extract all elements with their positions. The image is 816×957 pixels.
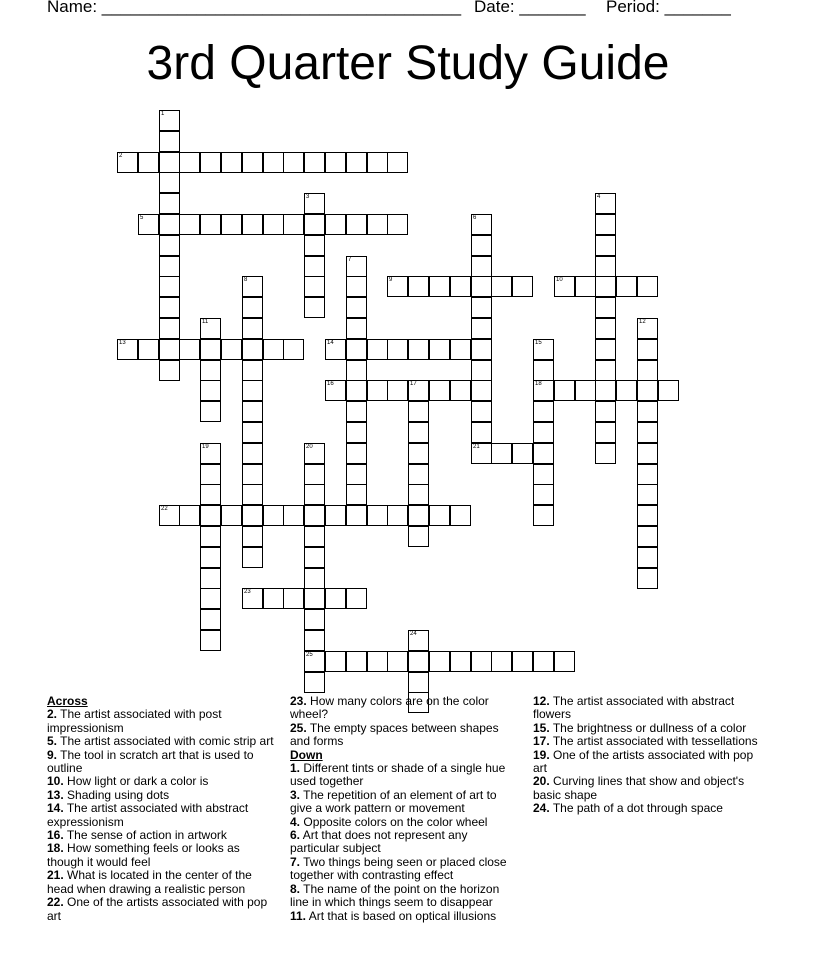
crossword-cell[interactable] — [200, 380, 221, 401]
clue-number: 6 — [473, 215, 477, 221]
clue-down-1: 1. Different tints or shade of a single hue used together — [290, 761, 506, 789]
clue-number: 14 — [327, 340, 334, 346]
clue-down-15: 15. The brightness or dullness of a color — [533, 720, 747, 735]
crossword-cell[interactable] — [242, 360, 263, 381]
crossword-cell[interactable] — [159, 214, 180, 235]
crossword-cell[interactable] — [637, 422, 658, 443]
crossword-cell[interactable] — [304, 152, 325, 173]
crossword-cell[interactable] — [367, 505, 388, 526]
crossword-cell[interactable] — [242, 339, 263, 360]
crossword-cell[interactable] — [200, 568, 221, 589]
crossword-cell[interactable] — [637, 360, 658, 381]
crossword-cell[interactable] — [554, 651, 575, 672]
crossword-cell[interactable] — [595, 422, 616, 443]
crossword-cell[interactable] — [408, 484, 429, 505]
crossword-cell[interactable] — [408, 630, 429, 651]
crossword-cell[interactable] — [200, 505, 221, 526]
clue-number: 21 — [473, 444, 480, 450]
crossword-cell[interactable] — [595, 443, 616, 464]
crossword-cell[interactable] — [575, 380, 596, 401]
crossword-cell[interactable] — [408, 672, 429, 693]
crossword-cell[interactable] — [304, 443, 325, 464]
crossword-cell[interactable] — [242, 297, 263, 318]
crossword-cell[interactable] — [346, 505, 367, 526]
crossword-cell[interactable] — [263, 214, 284, 235]
crossword-cell[interactable] — [346, 651, 367, 672]
clue-down-6: 6. Art that does not represent any particular subject — [290, 828, 468, 856]
clue-down-11: 11. Art that is based on optical illusions — [290, 908, 497, 923]
clue-number: 1 — [161, 111, 165, 117]
crossword-cell[interactable] — [346, 256, 367, 277]
crossword-cell[interactable] — [387, 152, 408, 173]
clue-number: 3 — [306, 194, 310, 200]
crossword-cell[interactable] — [616, 380, 637, 401]
crossword-cell[interactable] — [304, 547, 325, 568]
crossword-cell[interactable] — [367, 152, 388, 173]
crossword-cell[interactable] — [179, 339, 200, 360]
crossword-cell[interactable] — [304, 588, 325, 609]
clue-down-24: 24. The path of a dot through space — [533, 801, 723, 816]
crossword-cell[interactable] — [450, 505, 471, 526]
clue-number: 25 — [306, 652, 313, 658]
crossword-cell[interactable] — [304, 276, 325, 297]
crossword-cell[interactable] — [367, 339, 388, 360]
crossword-cell[interactable] — [200, 339, 221, 360]
clue-down-8: 8. The name of the point on the horizon line in which things seem to disappear — [290, 881, 500, 910]
crossword-cell[interactable] — [325, 152, 346, 173]
clue-across-14: 14. The artist associated with abstract expressionism — [47, 801, 249, 829]
crossword-cell[interactable] — [346, 152, 367, 173]
crossword-cell[interactable] — [242, 276, 263, 297]
crossword-cell[interactable] — [304, 609, 325, 630]
clue-number: 12 — [639, 319, 646, 325]
crossword-cell[interactable] — [637, 380, 658, 401]
crossword-cell[interactable] — [242, 422, 263, 443]
crossword-cell[interactable] — [471, 380, 492, 401]
crossword-cell[interactable] — [471, 214, 492, 235]
crossword-cell[interactable] — [346, 297, 367, 318]
clue-number: 20 — [306, 444, 313, 450]
crossword-cell[interactable] — [429, 276, 450, 297]
crossword-cell[interactable] — [179, 505, 200, 526]
clue-number: 17 — [410, 381, 417, 387]
crossword-cell[interactable] — [533, 360, 554, 381]
across-heading: Across — [47, 694, 88, 708]
clue-number: 9 — [389, 277, 393, 283]
crossword-cell[interactable] — [533, 651, 554, 672]
crossword-cell[interactable] — [179, 214, 200, 235]
crossword-cell[interactable] — [159, 235, 180, 256]
crossword-cell[interactable] — [159, 505, 180, 526]
crossword-cell[interactable] — [138, 339, 159, 360]
clue-across-21: 21. What is located in the center of the head when drawing a realistic person — [47, 868, 252, 896]
crossword-cell[interactable] — [471, 318, 492, 339]
crossword-cell[interactable] — [387, 380, 408, 401]
crossword-cell[interactable] — [637, 464, 658, 485]
crossword-cell[interactable] — [304, 651, 325, 672]
crossword-cell[interactable] — [408, 464, 429, 485]
crossword-cell[interactable] — [512, 443, 533, 464]
clue-number: 19 — [202, 444, 209, 450]
crossword-cell[interactable] — [325, 214, 346, 235]
crossword-cell[interactable] — [200, 360, 221, 381]
crossword-cell[interactable] — [346, 276, 367, 297]
crossword-cell[interactable] — [408, 276, 429, 297]
crossword-cell[interactable] — [346, 422, 367, 443]
crossword-cell[interactable] — [304, 672, 325, 693]
crossword-cell[interactable] — [450, 380, 471, 401]
crossword-cell[interactable] — [346, 380, 367, 401]
crossword-cell[interactable] — [283, 588, 304, 609]
crossword-cell[interactable] — [533, 401, 554, 422]
crossword-cell[interactable] — [429, 651, 450, 672]
crossword-cell[interactable] — [491, 276, 512, 297]
crossword-cell[interactable] — [471, 235, 492, 256]
crossword-cell[interactable] — [408, 380, 429, 401]
crossword-cell[interactable] — [304, 630, 325, 651]
crossword-cell[interactable] — [491, 651, 512, 672]
clue-number: 15 — [535, 340, 542, 346]
crossword-cell[interactable] — [471, 256, 492, 277]
crossword-cell[interactable] — [346, 360, 367, 381]
crossword-cell[interactable] — [159, 318, 180, 339]
clue-number: 4 — [597, 194, 601, 200]
crossword-cell[interactable] — [242, 152, 263, 173]
clue-down-20: 20. Curving lines that show and object's basic shape — [533, 774, 745, 802]
crossword-cell[interactable] — [491, 443, 512, 464]
crossword-cell[interactable] — [242, 588, 263, 609]
crossword-cell[interactable] — [325, 339, 346, 360]
crossword-cell[interactable] — [387, 339, 408, 360]
clue-across-18: 18. How something feels or looks as though it would feel — [47, 841, 240, 869]
crossword-cell[interactable] — [200, 214, 221, 235]
crossword-cell[interactable] — [471, 276, 492, 297]
crossword-cell[interactable] — [159, 193, 180, 214]
crossword-cell[interactable] — [637, 443, 658, 464]
crossword-cell[interactable] — [346, 464, 367, 485]
crossword-cell[interactable] — [304, 256, 325, 277]
crossword-cell[interactable] — [263, 152, 284, 173]
crossword-cell[interactable] — [304, 297, 325, 318]
crossword-cell[interactable] — [367, 651, 388, 672]
clue-across-2: 2. The artist associated with post impressionism — [47, 707, 222, 735]
crossword-cell[interactable] — [304, 484, 325, 505]
crossword-cell[interactable] — [221, 339, 242, 360]
crossword-cell[interactable] — [595, 276, 616, 297]
page-title: 3rd Quarter Study Guide — [146, 37, 670, 90]
crossword-cell[interactable] — [138, 152, 159, 173]
crossword-cell[interactable] — [283, 505, 304, 526]
crossword-cell[interactable] — [450, 276, 471, 297]
crossword-cell[interactable] — [429, 380, 450, 401]
crossword-cell[interactable] — [242, 484, 263, 505]
clue-column-3 — [533, 695, 763, 816]
crossword-cell[interactable] — [533, 484, 554, 505]
crossword-cell[interactable] — [408, 526, 429, 547]
clue-down-17: 17. The artist associated with tessellations — [533, 734, 758, 749]
clue-across-10: 10. How light or dark a color is — [47, 774, 209, 789]
crossword-cell[interactable] — [387, 276, 408, 297]
crossword-cell[interactable] — [471, 360, 492, 381]
crossword-cell[interactable] — [304, 526, 325, 547]
crossword-cell[interactable] — [200, 443, 221, 464]
crossword-cell[interactable] — [533, 422, 554, 443]
crossword-cell[interactable] — [346, 214, 367, 235]
crossword-cell[interactable] — [304, 505, 325, 526]
crossword-cell[interactable] — [637, 484, 658, 505]
crossword-cell[interactable] — [346, 588, 367, 609]
crossword-cell[interactable] — [200, 484, 221, 505]
crossword-cell[interactable] — [595, 297, 616, 318]
crossword-cell[interactable] — [575, 276, 596, 297]
crossword-cell[interactable] — [367, 380, 388, 401]
crossword-cell[interactable] — [263, 588, 284, 609]
crossword-cell[interactable] — [283, 152, 304, 173]
crossword-cell[interactable] — [242, 401, 263, 422]
crossword-cell[interactable] — [637, 505, 658, 526]
crossword-cell[interactable] — [595, 256, 616, 277]
crossword-cell[interactable] — [346, 484, 367, 505]
crossword-cell[interactable] — [242, 505, 263, 526]
clue-column-2 — [290, 695, 520, 923]
crossword-cell[interactable] — [200, 464, 221, 485]
clue-number: 22 — [161, 506, 168, 512]
crossword-cell[interactable] — [200, 318, 221, 339]
clue-number: 24 — [410, 631, 417, 637]
crossword-cell[interactable] — [595, 339, 616, 360]
crossword-cell[interactable] — [471, 422, 492, 443]
crossword-cell[interactable] — [304, 235, 325, 256]
clue-number: 5 — [140, 215, 144, 221]
crossword-cell[interactable] — [242, 214, 263, 235]
crossword-cell[interactable] — [263, 339, 284, 360]
crossword-cell[interactable] — [595, 214, 616, 235]
crossword-cell[interactable] — [595, 401, 616, 422]
date-field[interactable]: Date: _______ — [474, 0, 586, 16]
crossword-cell[interactable] — [595, 318, 616, 339]
crossword-cell[interactable] — [117, 339, 138, 360]
crossword-cell[interactable] — [304, 464, 325, 485]
crossword-cell[interactable] — [408, 651, 429, 672]
crossword-cell[interactable] — [471, 401, 492, 422]
crossword-cell[interactable] — [408, 422, 429, 443]
crossword-cell[interactable] — [387, 651, 408, 672]
crossword-cell[interactable] — [159, 339, 180, 360]
crossword-cell[interactable] — [387, 214, 408, 235]
crossword-cell[interactable] — [471, 443, 492, 464]
crossword-cell[interactable] — [242, 464, 263, 485]
crossword-cell[interactable] — [408, 443, 429, 464]
crossword-cell[interactable] — [159, 360, 180, 381]
crossword-cell[interactable] — [221, 505, 242, 526]
clue-number: 8 — [244, 277, 248, 283]
crossword-cell[interactable] — [471, 339, 492, 360]
crossword-cell[interactable] — [304, 214, 325, 235]
crossword-cell[interactable] — [200, 547, 221, 568]
crossword-cell[interactable] — [450, 651, 471, 672]
crossword-cell[interactable] — [346, 401, 367, 422]
crossword-cell[interactable] — [616, 276, 637, 297]
crossword-cell[interactable] — [429, 339, 450, 360]
clue-number: 11 — [202, 319, 209, 325]
crossword-cell[interactable] — [346, 443, 367, 464]
clue-across-16: 16. The sense of action in artwork — [47, 828, 227, 843]
crossword-cell[interactable] — [554, 276, 575, 297]
crossword-cell[interactable] — [595, 193, 616, 214]
clue-across-13: 13. Shading using dots — [47, 787, 170, 802]
crossword-cell[interactable] — [200, 588, 221, 609]
clue-across-5: 5. The artist associated with comic strip art — [47, 734, 274, 749]
crossword-cell[interactable] — [637, 339, 658, 360]
clue-down-12: 12. The artist associated with abstract flowers — [533, 694, 735, 722]
crossword-cell[interactable] — [595, 235, 616, 256]
clue-column-1 — [47, 695, 279, 923]
crossword-cell[interactable] — [387, 505, 408, 526]
crossword-cell[interactable] — [595, 380, 616, 401]
crossword-cell[interactable] — [138, 214, 159, 235]
crossword-cell[interactable] — [159, 276, 180, 297]
clue-across-9: 9. The tool in scratch art that is used to outline — [47, 747, 254, 776]
clue-across-22: 22. One of the artists associated with pop art — [47, 895, 268, 923]
crossword-cell[interactable] — [512, 276, 533, 297]
clue-number: 13 — [119, 340, 126, 346]
crossword-cell[interactable] — [325, 651, 346, 672]
crossword-cell[interactable] — [325, 380, 346, 401]
crossword-cell[interactable] — [159, 152, 180, 173]
crossword-cell[interactable] — [242, 380, 263, 401]
crossword-cell[interactable] — [408, 505, 429, 526]
crossword-cell[interactable] — [637, 526, 658, 547]
crossword-cell[interactable] — [242, 547, 263, 568]
crossword-cell[interactable] — [450, 339, 471, 360]
clue-number: 2 — [119, 153, 123, 159]
crossword-cell[interactable] — [533, 339, 554, 360]
crossword-cell[interactable] — [554, 380, 575, 401]
crossword-cell[interactable] — [346, 318, 367, 339]
crossword-cell[interactable] — [408, 401, 429, 422]
crossword-cell[interactable] — [283, 214, 304, 235]
crossword-cell[interactable] — [283, 339, 304, 360]
crossword-cell[interactable] — [304, 193, 325, 214]
crossword-cell[interactable] — [637, 401, 658, 422]
crossword-cell[interactable] — [325, 588, 346, 609]
crossword-cell[interactable] — [242, 318, 263, 339]
crossword-cell[interactable] — [408, 339, 429, 360]
crossword-cell[interactable] — [221, 152, 242, 173]
clue-number: 16 — [327, 381, 334, 387]
crossword-cell[interactable] — [346, 339, 367, 360]
crossword-cell[interactable] — [221, 214, 242, 235]
crossword-cell[interactable] — [242, 443, 263, 464]
crossword-cell[interactable] — [595, 360, 616, 381]
crossword-cell[interactable] — [117, 152, 138, 173]
clue-number: 7 — [348, 257, 352, 263]
clue-number: 18 — [535, 381, 542, 387]
crossword-cell[interactable] — [637, 568, 658, 589]
crossword-cell[interactable] — [159, 172, 180, 193]
down-heading: Down — [290, 747, 323, 762]
crossword-cell[interactable] — [533, 380, 554, 401]
crossword-cell[interactable] — [512, 651, 533, 672]
crossword-cell[interactable] — [533, 443, 554, 464]
crossword-cell[interactable] — [200, 630, 221, 651]
crossword-cell[interactable] — [533, 464, 554, 485]
crossword-cell[interactable] — [200, 609, 221, 630]
clue-down-4: 4. Opposite colors on the color wheel — [290, 814, 488, 829]
crossword-cell[interactable] — [263, 505, 284, 526]
name-field[interactable]: Name: ______________________________________ — [47, 0, 462, 16]
crossword-cell[interactable] — [637, 547, 658, 568]
crossword-cell[interactable] — [429, 505, 450, 526]
crossword-cell[interactable] — [304, 568, 325, 589]
crossword-cell[interactable] — [637, 318, 658, 339]
crossword-cell[interactable] — [179, 152, 200, 173]
crossword-cell[interactable] — [658, 380, 679, 401]
clue-down-3: 3. The repetition of an element of art to give a work pattern or movement — [290, 787, 497, 816]
clue-down-19: 19. One of the artists associated with pop art — [533, 747, 754, 776]
crossword-cell[interactable] — [159, 131, 180, 152]
clue-number: 10 — [556, 277, 563, 283]
crossword-cell[interactable] — [637, 276, 658, 297]
clue-number: 23 — [244, 589, 251, 595]
crossword-cell[interactable] — [471, 297, 492, 318]
crossword-cell[interactable] — [159, 256, 180, 277]
period-field[interactable]: Period: _______ — [606, 0, 731, 16]
crossword-cell[interactable] — [471, 651, 492, 672]
crossword-cell[interactable] — [242, 526, 263, 547]
crossword-cell[interactable] — [159, 110, 180, 131]
crossword-cell[interactable] — [200, 152, 221, 173]
crossword-cell[interactable] — [200, 526, 221, 547]
clue-across-25: 25. The empty spaces between shapes and forms — [290, 720, 499, 749]
clue-down-7: 7. Two things being seen or placed close together with contrasting effect — [290, 854, 507, 883]
clue-across-23: 23. How many colors are on the color wheel? — [290, 694, 489, 722]
crossword-cell[interactable] — [325, 505, 346, 526]
crossword-cell[interactable] — [533, 505, 554, 526]
crossword-cell[interactable] — [200, 401, 221, 422]
crossword-cell[interactable] — [367, 214, 388, 235]
crossword-cell[interactable] — [159, 297, 180, 318]
